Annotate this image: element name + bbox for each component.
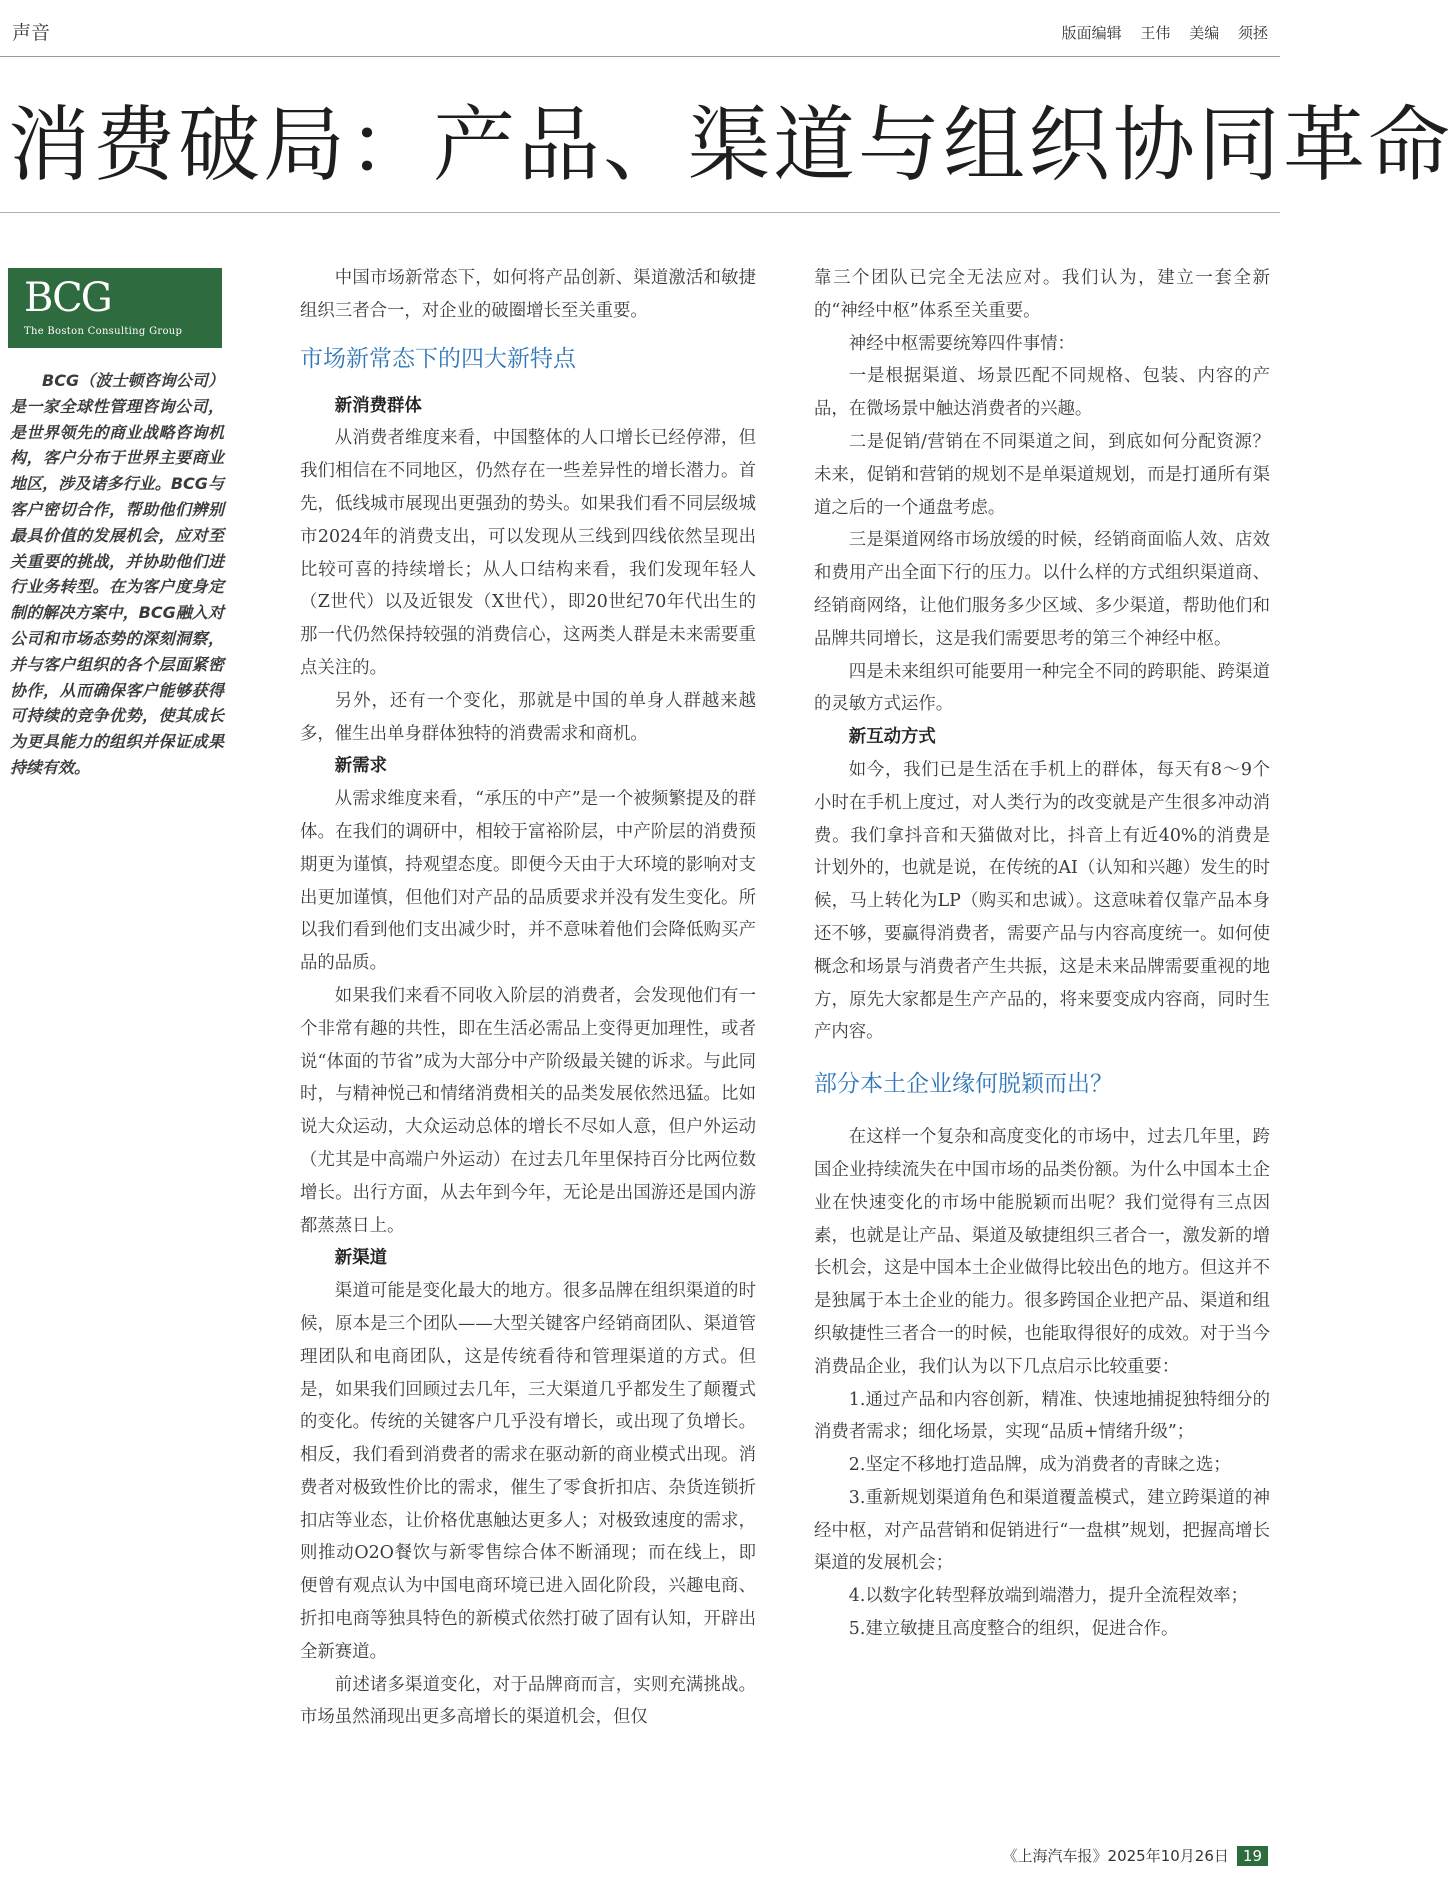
paragraph: 四是未来组织可能要用一种完全不同的跨职能、跨渠道的灵敏方式运作。 bbox=[814, 661, 1270, 715]
bcg-description: BCG（波士顿咨询公司）是一家全球性管理咨询公司，是世界领先的商业战略咨询机构，客户分布于世界主要商业地区，涉及诸多行业。BCG与客户密切合作，帮助他们辨别最具价值的发展机会，应对至关重要的挑战，并协助他们进行业务转型。在为客户度身定制的解决方案中，BCG融入对公司和市场态势的深刻洞察，并与客户组织的各个层面紧密协作，从而确保客户能够获得可持续的竞争优势，使其成长为更具能力的组织并保证成果持续有效。 bbox=[10, 371, 224, 777]
paragraph: 神经中枢需要统筹四件事情： bbox=[848, 333, 1075, 354]
designer-label: 美编 bbox=[1189, 24, 1220, 42]
article-intro: 中国市场新常态下，如何将产品创新、渠道激活和敏捷组织三者合一，对企业的破圈增长至关重要。 bbox=[300, 268, 756, 321]
article-headline: 消费破局：产品、渠道与组织协同革命 bbox=[8, 98, 1453, 193]
paragraph: 从需求维度来看，“承压的中产”是一个被频繁提及的群体。在我们的调研中，相较于富裕阶层，中产阶层的消费预期更为谨慎，持观望态度。即便今天由于大环境的影响对支出更加谨慎，但他们对产品的品质要求并没有发生变化。所以我们看到他们支出减少时，并不意味着他们会降低购买产品的品质。 bbox=[300, 789, 756, 974]
bcg-logo-subtitle: The Boston Consulting Group bbox=[24, 326, 183, 337]
paragraph: 另外，还有一个变化，那就是中国的单身人群越来越多，催生出单身群体独特的消费需求和商机。 bbox=[300, 690, 756, 744]
editor-name: 王伟 bbox=[1140, 24, 1171, 42]
section-heading: 市场新常态下的四大新特点 bbox=[300, 345, 576, 372]
paragraph: 三是渠道网络市场放缓的时候，经销商面临人效、店效和费用产出全面下行的压力。以什么样的方式组织渠道商、经销商网络，让他们服务多少区域、多少渠道，帮助他们和品牌共同增长，这是我们需要思考的第三个神经中枢。 bbox=[814, 530, 1270, 649]
list-item: 3.重新规划渠道角色和渠道覆盖模式，建立跨渠道的神经中枢，对产品营销和促销进行“一盘棋”规划，把握高增长渠道的发展机会； bbox=[814, 1487, 1270, 1574]
paragraph: 前述诸多渠道变化，对于品牌商而言，实则充满挑战。市场虽然涌现出更多高增长的渠道机会，但仅 bbox=[300, 1674, 756, 1728]
editor-credits bbox=[1048, 22, 1268, 43]
paragraph: 二是促销/营销在不同渠道之间，到底如何分配资源？未来，促销和营销的规划不是单渠道规划，而是打通所有渠道之后的一个通盘考虑。 bbox=[814, 431, 1270, 518]
subheading: 新消费群体 bbox=[334, 395, 422, 416]
paragraph: 如今，我们已是生活在手机上的群体，每天有8～9个小时在手机上度过，对人类行为的改变就是产生很多冲动消费。我们拿抖音和天猫做对比，抖音上有近40%的消费是计划外的，也就是说，在传统的AI（认知和兴趣）发生的时候，马上转化为LP（购买和忠诚）。这意味着仅靠产品本身还不够，要赢得消费者，需要产品与内容高度统一。如何使概念和场景与消费者产生共振，这是未来品牌需要重视的地方，原先大家都是生产产品的，将来要变成内容商，同时生产内容。 bbox=[814, 759, 1270, 1043]
page-number: 19 bbox=[1237, 1846, 1268, 1866]
paragraph: 从消费者维度来看，中国整体的人口增长已经停滞，但我们相信在不同地区，仍然存在一些差异性的增长潜力。首先，低线城市展现出更强劲的势头。如果我们看不同层级城市2024年的消费支出，可以发现从三线到四线依然呈现出比较可喜的持续增长；从人口结构来看，我们发现年轻人（Z世代）以及近银发（X世代），即20世纪70年代出生的那一代仍然保持较强的消费信心，这两类人群是未来需要重点关注的。 bbox=[300, 428, 756, 678]
list-item: 4.以数字化转型释放端到端潜力，提升全流程效率； bbox=[848, 1586, 1248, 1607]
page-header bbox=[0, 0, 1280, 57]
bcg-logo-mark: BCG bbox=[24, 275, 111, 321]
page-footer bbox=[1003, 1845, 1268, 1866]
headline-divider bbox=[0, 212, 1280, 213]
paragraph-continued: 靠三个团队已完全无法应对。我们认为，建立一套全新的“神经中枢”体系至关重要。 bbox=[814, 268, 1270, 321]
paragraph: 渠道可能是变化最大的地方。很多品牌在组织渠道的时候，原本是三个团队——大型关键客户经销商团队、渠道管理团队和电商团队，这是传统看待和管理渠道的方式。但是，如果我们回顾过去几年，三大渠道几乎都发生了颠覆式的变化。传统的关键客户几乎没有增长，或出现了负增长。相反，我们看到消费者的需求在驱动新的商业模式出现。消费者对极致性价比的需求，催生了零食折扣店、杂货连锁折扣店等业态，让价格优惠触达更多人；对极致速度的需求，则推动O2O餐饮与新零售综合体不断涌现；而在线上，即便曾有观点认为中国电商环境已进入固化阶段，兴趣电商、折扣电商等独具特色的新模式依然打破了固有认知，开辟出全新赛道。 bbox=[300, 1281, 756, 1662]
subheading: 新渠道 bbox=[334, 1248, 387, 1269]
list-item: 2.坚定不移地打造品牌，成为消费者的青睐之选； bbox=[848, 1455, 1231, 1476]
list-item: 5.建立敏捷且高度整合的组织，促进合作。 bbox=[848, 1619, 1179, 1640]
section-heading: 部分本土企业缘何脱颖而出？ bbox=[814, 1071, 1113, 1098]
article-column-2 bbox=[814, 262, 1270, 1646]
paragraph: 如果我们来看不同收入阶层的消费者，会发现他们有一个非常有趣的共性，即在生活必需品上变得更加理性，或者说“体面的节省”成为大部分中产阶级最关键的诉求。与此同时，与精神悦己和情绪消费相关的品类发展依然迅猛。比如说大众运动，大众运动总体的增长不尽如人意，但户外运动（尤其是中高端户外运动）在过去几年里保持百分比两位数增长。出行方面，从去年到今年，无论是出国游还是国内游都蒸蒸日上。 bbox=[300, 985, 756, 1236]
section-name: 声音 bbox=[12, 22, 51, 44]
subheading: 新需求 bbox=[334, 756, 387, 777]
article-column-1 bbox=[300, 262, 756, 1734]
paragraph: 一是根据渠道、场景匹配不同规格、包装、内容的产品，在微场景中触达消费者的兴趣。 bbox=[814, 366, 1270, 420]
publication-info: 《上海汽车报》2025年10月26日 bbox=[1002, 1847, 1229, 1865]
list-item: 1.通过产品和内容创新，精准、快速地捕捉独特细分的消费者需求；细化场景，实现“品质+情绪升级”； bbox=[814, 1389, 1270, 1443]
paragraph: 在这样一个复杂和高度变化的市场中，过去几年里，跨国企业持续流失在中国市场的品类份额。为什么中国本土企业在快速变化的市场中能脱颖而出呢？我们觉得有三点因素，也就是让产品、渠道及敏捷组织三者合一，激发新的增长机会，这是中国本土企业做得比较出色的地方。但这并不是独属于本土企业的能力。很多跨国企业把产品、渠道和组织敏捷性三者合一的时候，也能取得很好的成效。对于当今消费品企业，我们认为以下几点启示比较重要： bbox=[814, 1127, 1270, 1377]
bcg-logo bbox=[8, 268, 222, 348]
editor-label: 版面编辑 bbox=[1061, 24, 1122, 42]
subheading: 新互动方式 bbox=[848, 727, 936, 748]
designer-name: 须拯 bbox=[1237, 24, 1268, 42]
